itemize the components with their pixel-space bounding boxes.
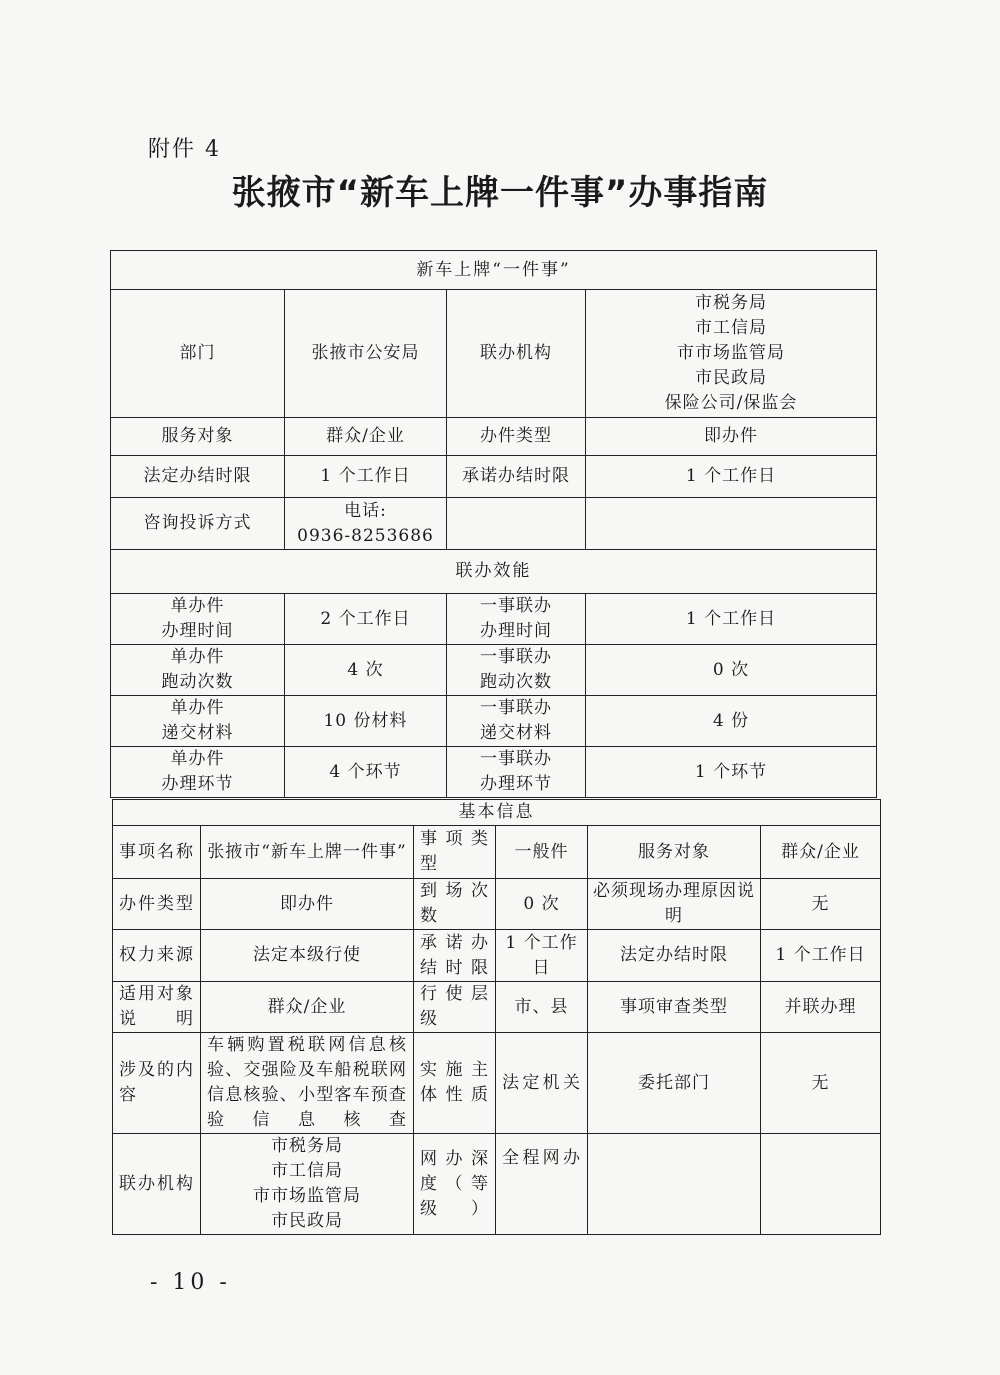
item-type-value: 一般件: [496, 826, 588, 879]
visits-value: 0 次: [496, 879, 588, 930]
single-value: 4 个环节: [285, 747, 447, 798]
review-type-label: 事项审查类型: [588, 982, 761, 1033]
service-target-label: 服务对象: [588, 826, 761, 879]
basic-info-header: 基本信息: [113, 800, 881, 826]
legal-value: 1 个工作日: [285, 456, 447, 498]
single-value: 4 次: [285, 645, 447, 696]
legal-limit-value: 1 个工作日: [761, 930, 881, 982]
subject-nature-value: 法定机关: [496, 1033, 588, 1134]
guide-table: [110, 250, 877, 798]
page-title: 张掖市“新车上牌一件事”办事指南: [231, 173, 769, 213]
service-value: 群众/企业: [285, 418, 447, 456]
item-name-label: 事项名称: [113, 826, 201, 879]
promise-limit-value: 1 个工作日: [496, 930, 588, 982]
single-value: 2 个工作日: [285, 594, 447, 645]
annex-label: 附件 4: [148, 137, 221, 162]
joint-agencies-label: 联办机构: [113, 1134, 201, 1235]
item-type-label: 事项类型: [414, 826, 496, 879]
empty-cell: [761, 1134, 881, 1235]
subject-nature-label: 实施主体性质: [414, 1033, 496, 1134]
visits-label: 到场次数: [414, 879, 496, 930]
joint-value: 市税务局 市工信局 市市场监管局 市民政局 保险公司/保监会: [586, 290, 877, 418]
empty-cell: [447, 498, 586, 550]
online-depth-value: 全程网办: [496, 1134, 588, 1235]
efficiency-header: 联办效能: [111, 550, 877, 594]
page-number: - 10 -: [150, 1270, 231, 1295]
exercise-level-label: 行使层级: [414, 982, 496, 1033]
service-target-value: 群众/企业: [761, 826, 881, 879]
joint-service-value: 0 次: [586, 645, 877, 696]
onsite-reason-value: 无: [761, 879, 881, 930]
content-label: 涉及的内容: [113, 1033, 201, 1134]
promise-label: 承诺办结时限: [447, 456, 586, 498]
dept-label: 部门: [111, 290, 285, 418]
basic-info-table: [112, 799, 881, 1235]
content-value: 车辆购置税联网信息核验、交强险及车船税联网信息核验、小型客车预查验信息核查: [201, 1033, 414, 1134]
joint-service-label: 一事联办 办理环节: [447, 747, 586, 798]
case-type-value: 即办件: [201, 879, 414, 930]
legal-label: 法定办结时限: [111, 456, 285, 498]
exercise-level-value: 市、县: [496, 982, 588, 1033]
case-type-label: 办件类型: [113, 879, 201, 930]
promise-value: 1 个工作日: [586, 456, 877, 498]
joint-service-label: 一事联办 跑动次数: [447, 645, 586, 696]
single-label: 单办件 跑动次数: [111, 645, 285, 696]
entrusted-dept-label: 委托部门: [588, 1033, 761, 1134]
item-name-value: 张掖市“新车上牌一件事”: [201, 826, 414, 879]
empty-cell: [588, 1134, 761, 1235]
joint-service-value: 4 份: [586, 696, 877, 747]
joint-service-label: 一事联办 递交材料: [447, 696, 586, 747]
single-label: 单办件 办理环节: [111, 747, 285, 798]
type-value: 即办件: [586, 418, 877, 456]
review-type-value: 并联办理: [761, 982, 881, 1033]
single-value: 10 份材料: [285, 696, 447, 747]
applicable-value: 群众/企业: [201, 982, 414, 1033]
joint-agencies-value: 市税务局 市工信局 市市场监管局 市民政局: [201, 1134, 414, 1235]
type-label: 办件类型: [447, 418, 586, 456]
joint-service-value: 1 个环节: [586, 747, 877, 798]
joint-service-label: 一事联办 办理时间: [447, 594, 586, 645]
table-header: 新车上牌“一件事”: [111, 251, 877, 290]
authority-source-value: 法定本级行使: [201, 930, 414, 982]
online-depth-label: 网办深度（等级）: [414, 1134, 496, 1235]
entrusted-dept-value: 无: [761, 1033, 881, 1134]
dept-value: 张掖市公安局: [285, 290, 447, 418]
service-label: 服务对象: [111, 418, 285, 456]
legal-limit-label: 法定办结时限: [588, 930, 761, 982]
single-label: 单办件 递交材料: [111, 696, 285, 747]
authority-source-label: 权力来源: [113, 930, 201, 982]
consult-label: 咨询投诉方式: [111, 498, 285, 550]
empty-cell: [586, 498, 877, 550]
single-label: 单办件 办理时间: [111, 594, 285, 645]
onsite-reason-label: 必须现场办理原因说明: [588, 879, 761, 930]
joint-label: 联办机构: [447, 290, 586, 418]
joint-service-value: 1 个工作日: [586, 594, 877, 645]
applicable-label: 适用对象说明: [113, 982, 201, 1033]
consult-value: 电话: 0936-8253686: [285, 498, 447, 550]
promise-limit-label: 承诺办结时限: [414, 930, 496, 982]
